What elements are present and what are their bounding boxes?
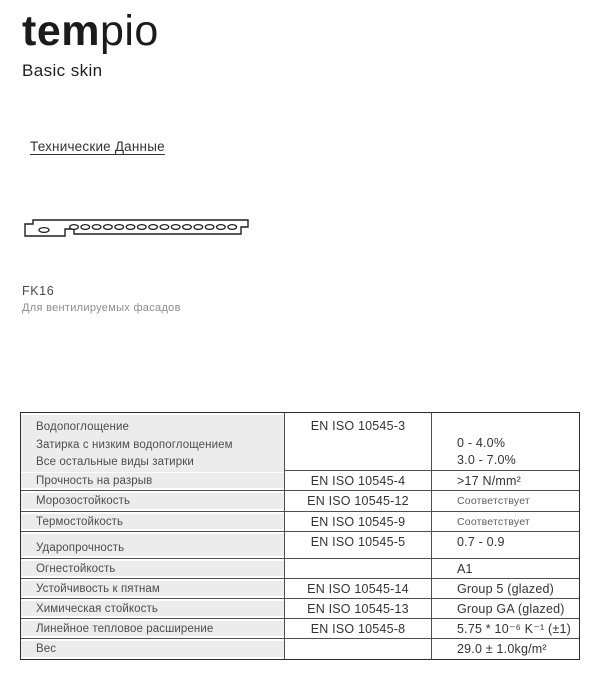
test-standard: EN ISO 10545-8 [310, 621, 406, 636]
test-standard-cell [285, 579, 432, 598]
spec-value-cell [432, 413, 579, 474]
spec-name-cell [21, 599, 285, 618]
table-row-fire-resistance [21, 559, 579, 579]
product-name: Basic skin [22, 61, 103, 80]
table-row-thermal-expansion [21, 619, 579, 639]
test-standard-cell [285, 619, 432, 638]
spec-name-cell [21, 579, 285, 598]
spec-value: 0 - 4.0% [457, 435, 506, 450]
spec-name-cell [21, 471, 285, 490]
test-standard-cell [285, 471, 432, 490]
spec-name-cell [21, 491, 285, 511]
spec-label: Морозостойкость [36, 495, 131, 507]
spec-label: Устойчивость к пятнам [36, 582, 160, 595]
spec-value-cell [432, 599, 579, 618]
spec-label: Огнестойкость [36, 562, 116, 575]
spec-label: Линейное тепловое расширение [36, 622, 214, 635]
test-standard: EN ISO 10545-14 [307, 581, 409, 596]
test-standard: EN ISO 10545-4 [310, 473, 406, 488]
spec-label: Все остальные виды затирки [36, 456, 194, 468]
spec-label: Затирка с низким водопоглощением [36, 438, 233, 451]
spec-label: Термостойкость [36, 515, 124, 528]
test-standard: EN ISO 10545-5 [310, 535, 406, 549]
table-row-chemical-resistance [21, 599, 579, 619]
table-row-thermal-resistance [21, 512, 579, 532]
test-standard: EN ISO 10545-13 [307, 601, 409, 616]
test-standard: EN ISO 10545-12 [307, 494, 409, 508]
spec-value-cell [432, 512, 579, 531]
spec-value: >17 N/mm² [457, 473, 521, 488]
spec-value: 3.0 - 7.0% [457, 453, 516, 467]
spec-name-cell [21, 532, 285, 558]
spec-value-cell [432, 532, 579, 558]
test-standard-cell [285, 639, 432, 659]
section-heading: Технические Данные [30, 139, 165, 154]
test-standard: EN ISO 10545-9 [310, 514, 406, 529]
spec-value-cell [432, 579, 579, 598]
spec-name-cell [21, 413, 285, 474]
logo-text-light: pio [99, 7, 159, 55]
spec-name-cell [21, 512, 285, 531]
spec-label: Водопоглощение [36, 421, 130, 433]
table-row-frost-resistance [21, 491, 579, 512]
spec-value-cell [432, 619, 579, 638]
spec-value: Соответствует [457, 515, 530, 528]
table-row-tensile-strength [21, 471, 579, 491]
test-standard-cell [285, 491, 432, 511]
test-standard: EN ISO 10545-3 [310, 419, 406, 433]
spec-label: Вес [36, 643, 57, 655]
spec-value-cell [432, 639, 579, 659]
spec-label: Химическая стойкость [36, 602, 158, 615]
logo-text-bold: tem [22, 7, 100, 55]
spec-label: Прочность на разрыв [36, 474, 153, 487]
spec-value-cell [432, 491, 579, 511]
panel-outline [25, 220, 248, 236]
product-description: Для вентилируемых фасадов [22, 302, 181, 314]
spec-value-cell [432, 559, 579, 578]
panel-profile-diagram [18, 213, 252, 245]
test-standard-cell [285, 413, 432, 474]
spec-name-cell [21, 559, 285, 578]
spec-value: 29.0 ± 1.0kg/m² [457, 642, 547, 656]
spec-value: Group GA (glazed) [457, 601, 565, 616]
spec-value: Соответствует [457, 495, 530, 507]
spec-value: 5.75 * 10⁻⁶ K⁻¹ (±1) [457, 622, 571, 636]
test-standard-cell [285, 512, 432, 531]
spec-name-cell [21, 619, 285, 638]
technical-data-table [20, 412, 580, 660]
table-row-impact-resistance [21, 532, 579, 559]
spec-name-cell [21, 639, 285, 659]
spec-value [457, 417, 579, 435]
table-row-water-absorption [21, 413, 579, 471]
spec-value: 0.7 - 0.9 [457, 535, 505, 549]
spec-value: A1 [457, 561, 473, 576]
spec-label: Ударопрочность [36, 542, 125, 554]
table-row-weight [21, 639, 579, 659]
test-standard-cell [285, 532, 432, 558]
table-row-stain-resistance [21, 579, 579, 599]
test-standard-cell [285, 559, 432, 578]
test-standard-cell [285, 599, 432, 618]
tempio-logo [22, 8, 159, 55]
spec-value-cell [432, 471, 579, 490]
product-code: FK16 [22, 284, 55, 298]
spec-value: Group 5 (glazed) [457, 581, 554, 596]
